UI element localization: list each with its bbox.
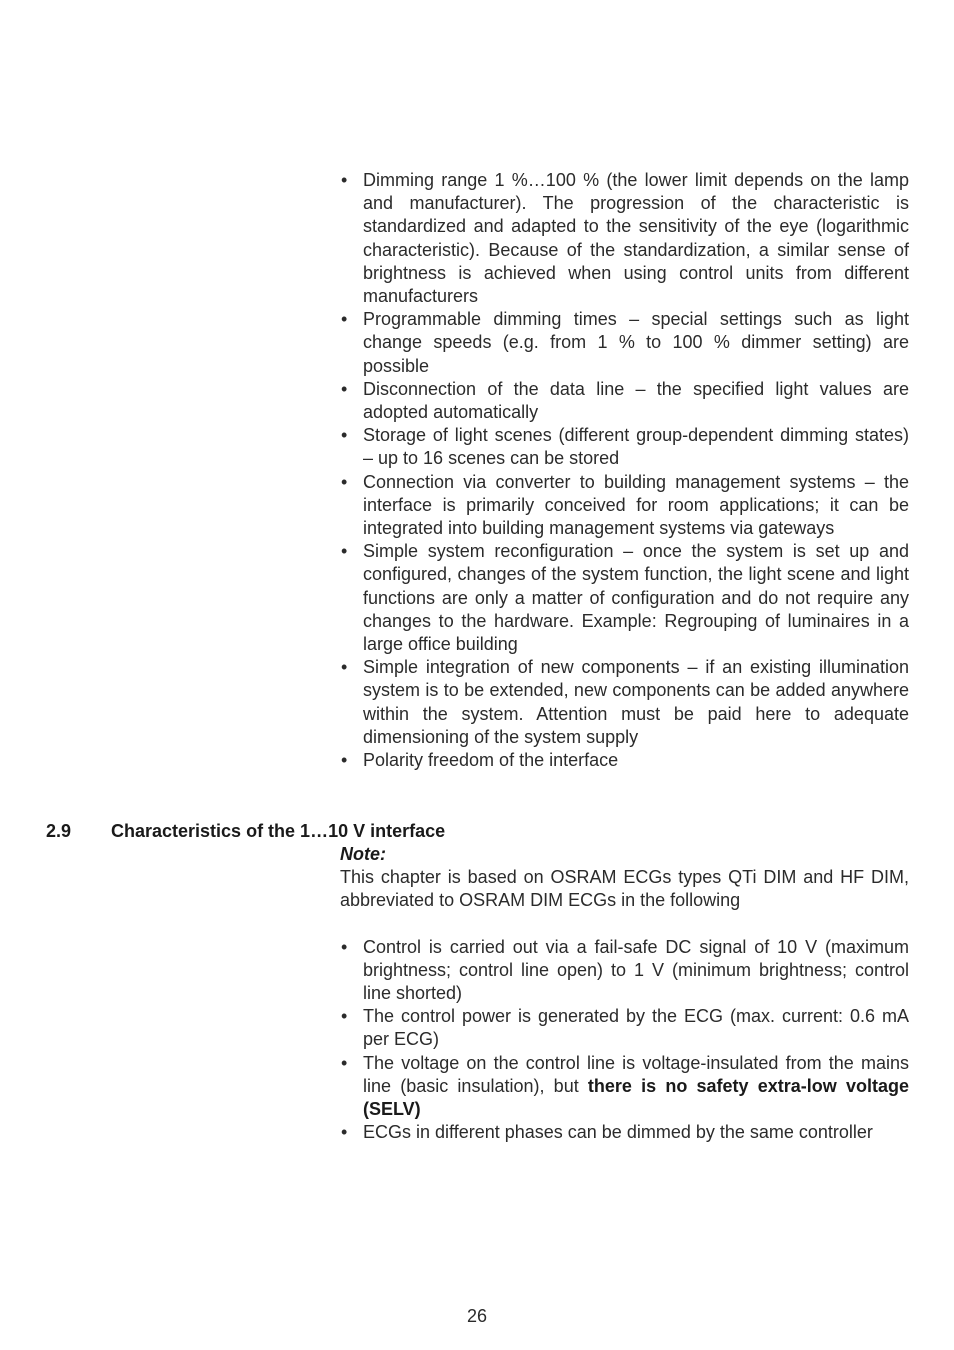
spacer: [340, 913, 909, 936]
section-number: 2.9: [46, 821, 72, 841]
section-body: [340, 843, 909, 1144]
list-item: • Storage of light scenes (different group-dependent dimming states) – up to 16 scenes can be stored: [340, 424, 909, 470]
list-item: • Control is carried out via a fail-safe DC signal of 10 V (maximum brightness; control line open) to 1 V (minimum brightness; control line shorted): [340, 936, 909, 1006]
list-item: • Dimming range 1 %…100 % (the lower limit depends on the lamp and manufacturer). The progression of the characteristic is standardized and adapted to the sensitivity of the eye (logarithmic characteristic). Because of the standardization, a similar sense of brightness is achieved when using control units from different manufacturers: [340, 169, 909, 308]
section-title: Characteristics of the 1…10 V interface: [111, 821, 446, 841]
top-bullet-block: [340, 169, 909, 772]
list-item-text: The voltage on the control line is voltage-insulated from the mains line (basic insulation), but: [363, 1052, 909, 1096]
list-item: • Simple system reconfiguration – once the system is set up and configured, changes of the system function, the light scene and light functions are only a matter of configuration and do not require any changes to the hardware. Example: Regrouping of luminaires in a large office building: [340, 540, 909, 656]
list-item: • Programmable dimming times – special settings such as light change speeds (e.g. from 1 % to 100 % dimmer setting) are possible: [340, 308, 909, 378]
list-item: • Disconnection of the data line – the specified light values are adopted automatically: [340, 378, 909, 424]
list-item: • The control power is generated by the ECG (max. current: 0.6 mA per ECG): [340, 1005, 909, 1051]
selv-warning: there is no safety extra-low voltage (SELV): [363, 1075, 909, 1120]
list-item: • Connection via converter to building management systems – the interface is primarily conceived for room applications; it can be integrated into building management systems via gateways: [340, 471, 909, 541]
list-item: • Polarity freedom of the interface: [340, 749, 909, 772]
note-label: Note:: [340, 844, 386, 864]
note-text: This chapter is based on OSRAM ECGs types QTi DIM and HF DIM, abbreviated to OSRAM DIM ECGs in the following: [340, 867, 909, 911]
interface-characteristics-list: [340, 936, 909, 1145]
feature-list: [340, 169, 909, 772]
page-number: 26: [466, 1306, 488, 1326]
list-item: • ECGs in different phases can be dimmed by the same controller: [340, 1121, 909, 1144]
list-item: • Simple integration of new components – if an existing illumination system is to be extended, new components can be added anywhere within the system. Attention must be paid here to adequate dimensioning of the system supply: [340, 656, 909, 749]
list-item: [340, 1052, 909, 1122]
